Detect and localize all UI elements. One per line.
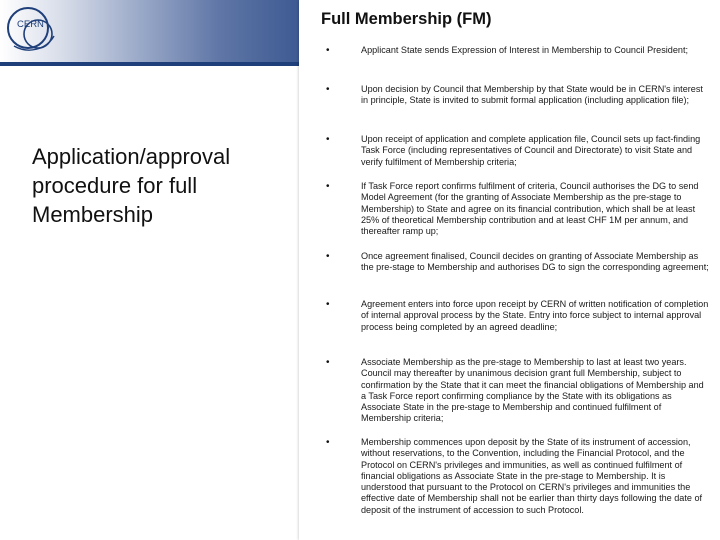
- document-heading: Full Membership (FM): [321, 10, 492, 28]
- bullet-icon: •: [326, 134, 330, 145]
- list-item-text: Applicant State sends Expression of Interest in Membership to Council President;: [361, 45, 689, 55]
- bullet-icon: •: [326, 181, 330, 192]
- cern-logo: [4, 2, 60, 58]
- list-item-text: Agreement enters into force upon receipt by CERN of written notification of completion of internal approval process by the State. Entry into force subject to internal approval process being completed by an agreed deadline;: [361, 299, 709, 332]
- list-item-text: Membership commences upon deposit by the State of its instrument of accession, without reservations, to the Convention, including the Financial Protocol, and the Protocol on CERN's privileges and immunities, as well as continued fulfilment of financial obligations as Associate State in the pre-stage to Membership. It is understood that pursuant to the Protocol on CERN's privileges and immunities the effective date of Membership shall not be earlier than thirty days following the date of deposit of the instrument of accession to such Protocol.: [361, 437, 703, 515]
- document-page: [299, 0, 720, 540]
- bullet-icon: •: [326, 357, 330, 368]
- bullet-icon: •: [326, 299, 330, 310]
- slide-title: Application/approval procedure for full Membership: [32, 144, 231, 227]
- logo-text: CERN: [17, 19, 44, 30]
- list-item-text: Associate Membership as the pre-stage to Membership to last at least two years. Council may thereafter by unanimous decision grant full Membership, subject to confirmation by the State that it can meet the financial obligations of Membership and a Task Force report confirming compliance by the State with its obligations as Associate State in the pre-stage to Membership and continued fulfilment of Membership criteria;: [361, 357, 704, 424]
- bullet-icon: •: [326, 45, 330, 56]
- list-item-text: If Task Force report confirms fulfilment of criteria, Council authorises the DG to send Model Agreement (for the granting of Associate Membership as the pre-stage to Membership) to State and agree on its financial contribution, which shall be at least 25% of theoretical Membership contribution and at least CHF 1M per annum, and thereafter ramp up;: [361, 181, 699, 237]
- list-item-text: Upon decision by Council that Membership by that State would be in CERN's interest in principle, State is invited to submit formal application (including application file);: [361, 84, 703, 106]
- bullet-icon: •: [326, 84, 330, 95]
- bullet-icon: •: [326, 251, 330, 262]
- bullet-icon: •: [326, 437, 330, 448]
- list-item-text: Upon receipt of application and complete application file, Council sets up fact-finding Task Force (including representatives of Council and Directorate) to visit State and verify fulfilment of Membership criteria;: [361, 134, 701, 167]
- list-item-text: Once agreement finalised, Council decides on granting of Associate Membership as the pre-stage to Membership and authorises DG to sign the corresponding agreement;: [361, 251, 709, 273]
